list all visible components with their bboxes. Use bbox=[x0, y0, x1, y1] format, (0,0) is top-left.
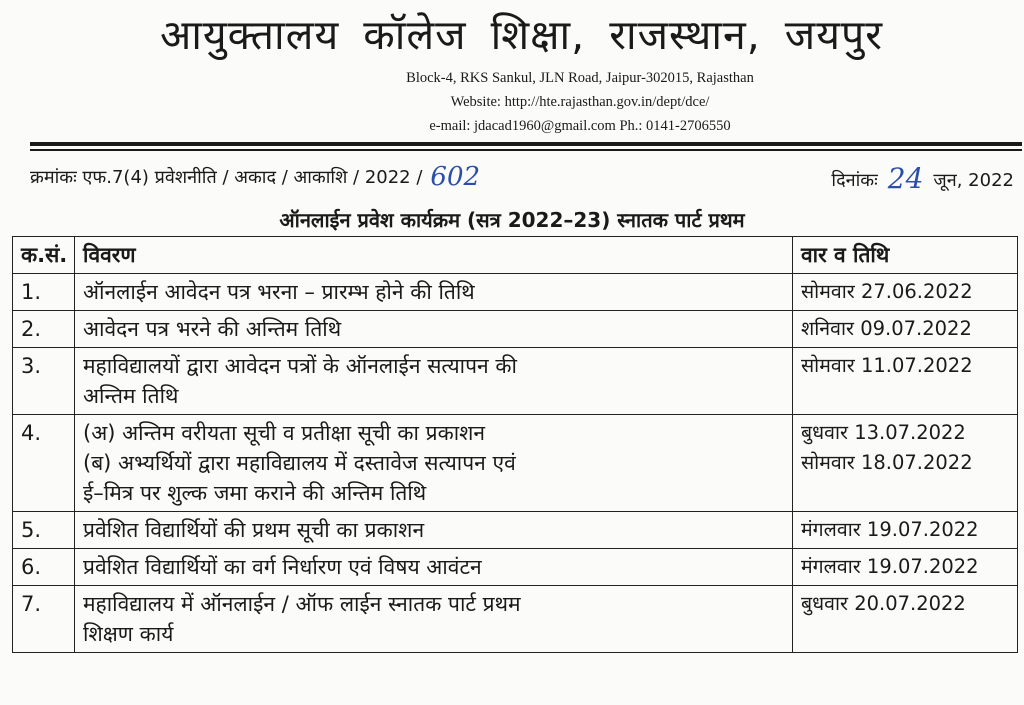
row-serial: 6. bbox=[13, 549, 75, 586]
row-date bbox=[793, 274, 1018, 311]
header-description: विवरण bbox=[75, 237, 793, 274]
date-line: सोमवार 27.06.2022 bbox=[801, 280, 973, 303]
header-divider-thin bbox=[30, 149, 1022, 151]
table-row bbox=[13, 348, 1018, 415]
description-line: (अ) अन्तिम वरीयता सूची व प्रतीक्षा सूची का प्रकाशन bbox=[83, 421, 486, 445]
description-line: प्रवेशित विद्यार्थियों का वर्ग निर्धारण एवं विषय आवंटन bbox=[83, 555, 482, 579]
row-serial: 7. bbox=[13, 586, 75, 653]
description-line: ई–मित्र पर शुल्क जमा कराने की अन्तिम तिथि bbox=[83, 481, 427, 505]
date-line: बुधवार 20.07.2022 bbox=[801, 592, 966, 615]
reference-number bbox=[30, 160, 480, 190]
description-line: महाविद्यालय में ऑनलाईन / ऑफ लाईन स्नातक पार्ट प्रथम bbox=[83, 592, 521, 616]
row-serial: 4. bbox=[13, 415, 75, 512]
header-serial: क.सं. bbox=[13, 237, 75, 274]
schedule-table bbox=[12, 236, 1018, 653]
row-date bbox=[793, 586, 1018, 653]
office-title: आयुक्तालय कॉलेज शिक्षा, राजस्थान, जयपुर bbox=[160, 11, 884, 59]
row-description bbox=[75, 512, 793, 549]
description-line: प्रवेशित विद्यार्थियों की प्रथम सूची का प्रकाशन bbox=[83, 518, 425, 542]
letter-date bbox=[831, 160, 1014, 193]
date-month-year: जून, 2022 bbox=[933, 170, 1014, 191]
description-line: शिक्षण कार्य bbox=[83, 622, 174, 646]
row-date bbox=[793, 549, 1018, 586]
row-description bbox=[75, 586, 793, 653]
row-date bbox=[793, 512, 1018, 549]
row-serial: 2. bbox=[13, 311, 75, 348]
table-row bbox=[13, 549, 1018, 586]
table-header-row bbox=[13, 237, 1018, 274]
row-date bbox=[793, 348, 1018, 415]
description-line: (ब) अभ्यर्थियों द्वारा महाविद्यालय में दस्तावेज सत्यापन एवं bbox=[83, 451, 516, 475]
table-row bbox=[13, 512, 1018, 549]
row-serial: 5. bbox=[13, 512, 75, 549]
row-description bbox=[75, 415, 793, 512]
row-serial: 3. bbox=[13, 348, 75, 415]
date-line: बुधवार 13.07.2022 bbox=[801, 421, 966, 444]
row-description bbox=[75, 549, 793, 586]
date-line: सोमवार 18.07.2022 bbox=[801, 451, 973, 474]
row-date bbox=[793, 311, 1018, 348]
reference-prefix: क्रमांकः एफ.7(4) प्रवेशनीति / अकाद / आकाशि / 2022 / bbox=[30, 167, 423, 188]
office-address: Block-4, RKS Sankul, JLN Road, Jaipur-302015, Rajasthan bbox=[406, 70, 754, 86]
row-description bbox=[75, 348, 793, 415]
header-divider bbox=[30, 142, 1022, 146]
date-line: मंगलवार 19.07.2022 bbox=[801, 555, 979, 578]
office-contact: e-mail: jdacad1960@gmail.com Ph.: 0141-2706550 bbox=[429, 118, 731, 134]
date-line: सोमवार 11.07.2022 bbox=[801, 354, 973, 377]
program-title: ऑनलाईन प्रवेश कार्यक्रम (सत्र 2022–23) स्नातक पार्ट प्रथम bbox=[279, 208, 745, 232]
table-row bbox=[13, 586, 1018, 653]
reference-handwritten-number: 602 bbox=[430, 162, 481, 192]
row-description bbox=[75, 274, 793, 311]
description-line: अन्तिम तिथि bbox=[83, 384, 179, 408]
table-row bbox=[13, 415, 1018, 512]
row-description bbox=[75, 311, 793, 348]
table-row bbox=[13, 311, 1018, 348]
date-line: शनिवार 09.07.2022 bbox=[801, 317, 972, 340]
table-row bbox=[13, 274, 1018, 311]
date-label: दिनांकः bbox=[831, 170, 878, 191]
row-date bbox=[793, 415, 1018, 512]
date-handwritten-day: 24 bbox=[887, 162, 924, 195]
description-line: ऑनलाईन आवेदन पत्र भरना – प्रारम्भ होने की तिथि bbox=[83, 280, 475, 304]
description-line: आवेदन पत्र भरने की अन्तिम तिथि bbox=[83, 317, 342, 341]
description-line: महाविद्यालयों द्वारा आवेदन पत्रों के ऑनलाईन सत्यापन की bbox=[83, 354, 517, 378]
row-serial: 1. bbox=[13, 274, 75, 311]
office-website: Website: http://hte.rajasthan.gov.in/dept/dce/ bbox=[450, 94, 710, 110]
header-date: वार व तिथि bbox=[793, 237, 1018, 274]
date-line: मंगलवार 19.07.2022 bbox=[801, 518, 979, 541]
